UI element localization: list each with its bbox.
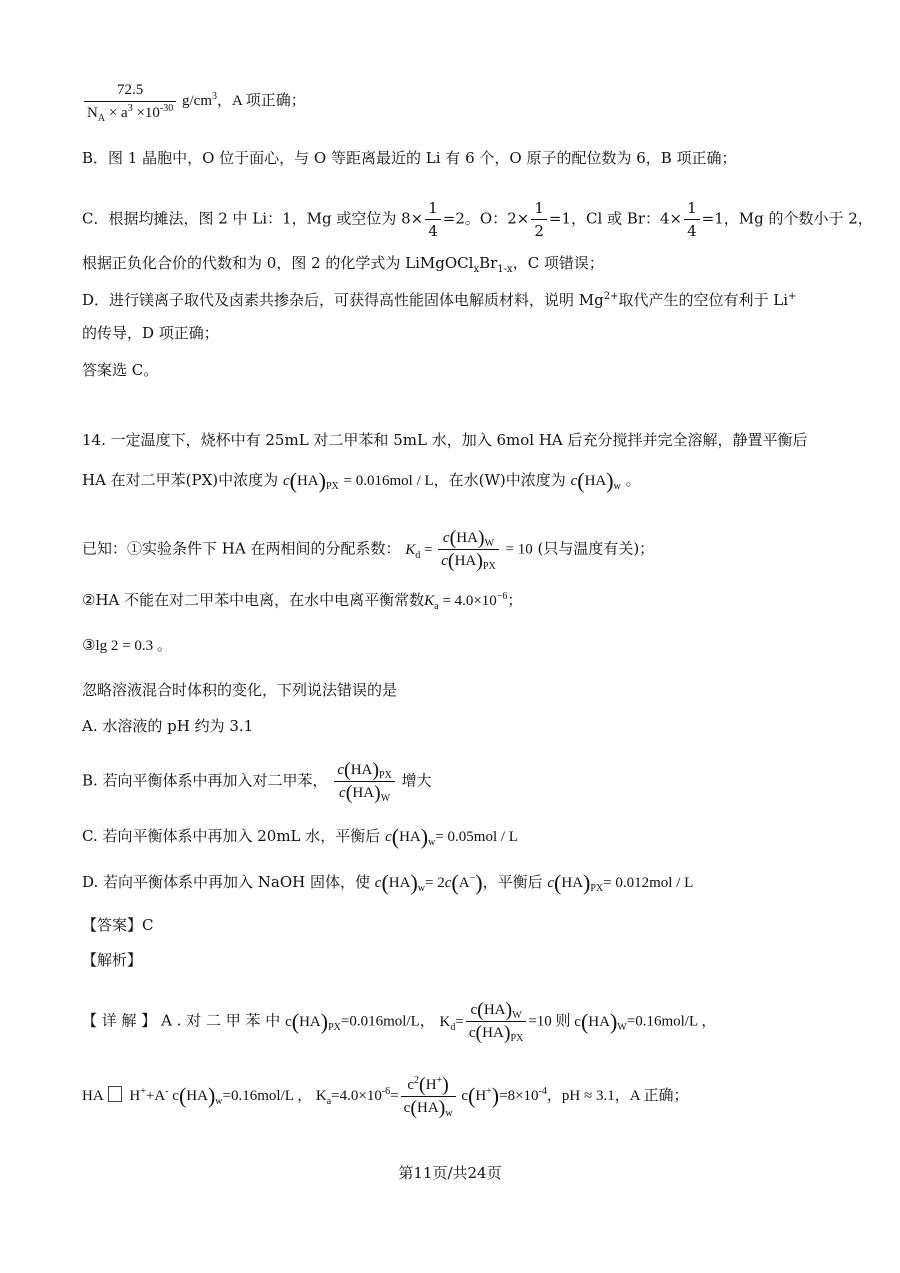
statement-a: ，A 项正确； — [217, 92, 306, 109]
answer-select: 答案选 C。 — [82, 361, 159, 379]
answer-label: 【答案】C — [82, 916, 154, 934]
question-prompt: 忽略溶液混合时体积的变化，下列说法错误的是 — [82, 681, 398, 699]
analysis-label: 【解析】 — [82, 951, 143, 969]
fraction-numerator: 72.5 — [117, 82, 144, 98]
option-c: C. 若向平衡体系中再加入 20mL 水，平衡后 $c(HA)_w= 0.05mol / L$ — [82, 824, 518, 849]
question-14-stem: 14. 一定温度下，烧杯中有 25mL 对二甲苯和 5mL 水，加入 6mol HA 后充分搅拌并完全溶解，静置平衡后 — [82, 431, 808, 449]
statement-d1: D．进行镁离子取代及卤素共掺杂后，可获得高性能固体电解质材料，说明 $Mg^{2+}$取代产生的空位有利于 Li+ — [82, 291, 797, 309]
detail-line-2: HA H++A- $c(HA)_w=0.16mol/L$ ， $K_a=4.0\times 10^{-6}=$ $\frac{c^2(H^+)}{c(HA)_w}$ $c(H^+)=8\times 10^{-4}$，pH ≈ 3.1，A 正确； — [82, 1074, 689, 1119]
fraction-denominator: $N_A \times a^3 \times 10^{-30}$ — [84, 101, 176, 123]
option-a: A. 水溶液的 pH 约为 3.1 — [82, 717, 254, 735]
statement-b: B．图 1 晶胞中，O 位于面心，与 O 等距离最近的 Li 有 6 个，O 原子的配位数为 6，B 项正确； — [82, 149, 737, 167]
statement-d2: 的传导，D 项正确； — [82, 324, 219, 342]
detail-line-1: 【 详 解 】 A . 对 二 甲 苯 中 $c(HA)_{PX}=0.016mol/L$， $K_d=$ $\frac{c(HA)_W}{c(HA)_{PX}}$ =10 则 $c(HA)_W=0.16mol/L$ ， — [82, 999, 717, 1044]
known-1: 已知：①实验条件下 HA 在两相间的分配系数： $K_d$ = $\frac{c(HA)_W}{c(HA)_{PX}}$ = 10 (只与温度有关)； — [82, 527, 655, 572]
option-d: D. 若向平衡体系中再加入 NaOH 固体，使 $c(HA)_w= 2c(A^-)$，平衡后 $c(HA)_{PX}= 0.012mol / L$ — [82, 870, 694, 895]
equilibrium-arrow-icon — [108, 1086, 122, 1102]
density-formula: $\frac{72.5}{N_A \times a^3 \times 10^{-30}}$ $g/cm^3$，A 项正确； — [82, 80, 306, 123]
statement-c2: 根据正负化合价的代数和为 0，图 2 的化学式为 $LiMgOCl_xBr_{1-x}$，C 项错误； — [82, 254, 604, 275]
known-2: ②HA 不能在对二甲苯中电离，在水中电离平衡常数$K_a = 4.0\times 10^{-6}$； — [82, 591, 523, 612]
known-3: ③lg 2 = 0.3 。 — [82, 638, 172, 654]
statement-c1: C．根据均摊法，图 2 中 Li：1，Mg 或空位为 8× $\frac{1}{4}$ =2。O：2× $\frac{1}{2}$ =1，Cl 或 Br：4× $\frac{1}{4}$ =1，Mg 的个数小于 2， — [82, 199, 873, 240]
page-footer: 第11页/共24页 — [398, 1164, 502, 1182]
question-14-conc: HA 在对二甲苯(PX)中浓度为 $c(HA)_{PX} = 0.016mol / L$，在水(W)中浓度为 $c(HA)_w$ 。 — [82, 468, 641, 493]
option-b: B. 若向平衡体系中再加入对二甲苯， $\frac{c(HA)_{PX}}{c(HA)_W}$ 增大 — [82, 759, 432, 804]
density-fraction — [84, 80, 176, 123]
